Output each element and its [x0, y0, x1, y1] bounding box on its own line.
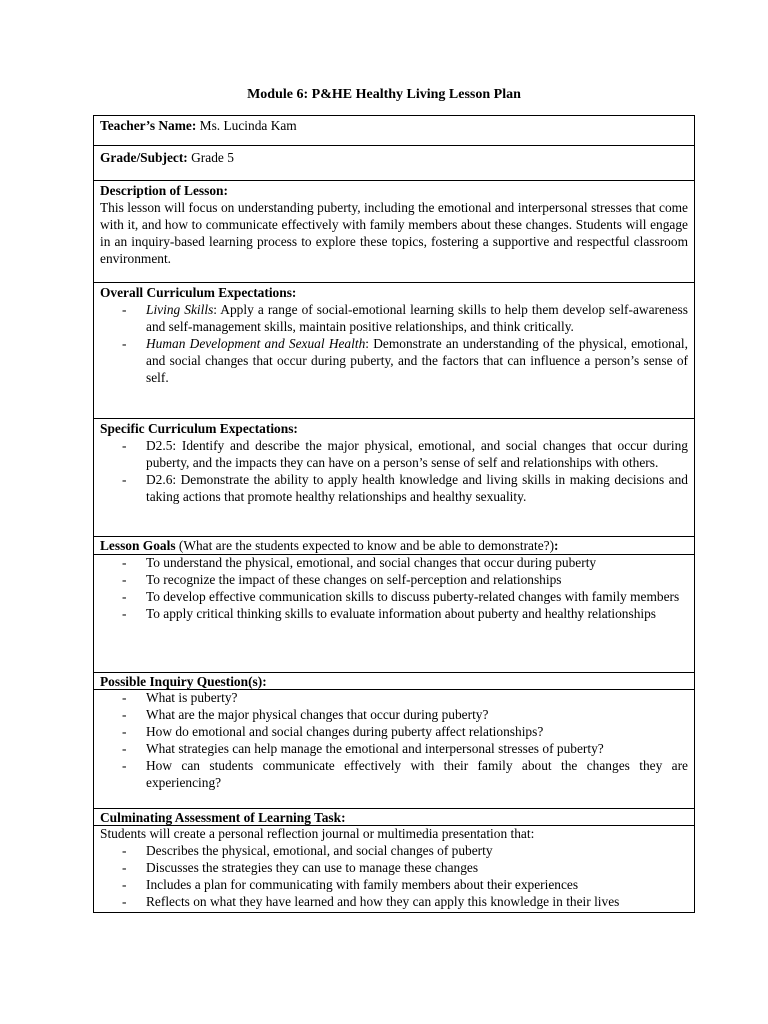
list-item: - Describes the physical, emotional, and social changes of puberty: [100, 843, 688, 860]
description-text: This lesson will focus on understanding puberty, including the emotional and interpersonal stresses that come with it, and how to communicate effectively with family members about these changes. Students will engage in an inquiry-based learning process to explore these topics, fostering a supportive and respectful classroom environment.: [100, 199, 688, 266]
assessment-list: [100, 843, 688, 911]
list-item: - D2.6: Demonstrate the ability to apply health knowledge and living skills in making decisions and taking actions that promote healthy relationships and healthy sexuality.: [100, 472, 688, 506]
assessment-heading-row: [94, 808, 694, 825]
overall-row: [94, 282, 694, 418]
overall-text: : Demonstrate an understanding of the physical, emotional, and social changes that occur during puberty, and the factors that can influence a person’s sense of self.: [146, 335, 688, 385]
goals-list: [100, 555, 688, 623]
assessment-row: [94, 825, 694, 912]
teacher-label: Teacher’s Name:: [100, 118, 197, 133]
overall-heading: Overall Curriculum Expectations:: [100, 285, 297, 300]
specific-row: [94, 418, 694, 536]
inquiry-row: [94, 689, 694, 808]
grade-row: [94, 145, 694, 180]
list-item: - What strategies can help manage the emotional and interpersonal stresses of puberty?: [100, 741, 688, 758]
inquiry-list: [100, 690, 688, 791]
goals-colon: :: [554, 538, 559, 553]
page-title: Module 6: P&HE Healthy Living Lesson Plan: [247, 87, 521, 102]
overall-list: [100, 302, 688, 387]
assessment-intro: Students will create a personal reflection journal or multimedia presentation that:: [100, 826, 535, 841]
goals-heading: Lesson Goals: [100, 538, 176, 553]
specific-list: [100, 438, 688, 506]
list-item: - Reflects on what they have learned and how they can apply this knowledge in their lives: [100, 894, 688, 911]
goals-heading-row: [94, 536, 694, 554]
goals-row: [94, 554, 694, 672]
list-item: - To recognize the impact of these changes on self-perception and relationships: [100, 572, 688, 589]
list-item: - What is puberty?: [100, 690, 688, 707]
list-item: [100, 302, 688, 336]
list-item: - How do emotional and social changes during puberty affect relationships?: [100, 724, 688, 741]
teacher-value: Ms. Lucinda Kam: [196, 118, 297, 133]
overall-term: Living Skills: [146, 301, 214, 317]
lesson-plan-table: [93, 115, 695, 913]
description-row: [94, 180, 694, 282]
overall-term: Human Development and Sexual Health: [146, 335, 366, 351]
inquiry-heading: Possible Inquiry Question(s):: [100, 674, 267, 689]
list-item: - To develop effective communication skills to discuss puberty-related changes with family members: [100, 589, 688, 606]
goals-subheading: (What are the students expected to know and be able to demonstrate?): [175, 538, 555, 553]
list-item: - Discusses the strategies they can use to manage these changes: [100, 860, 688, 877]
list-item: - Includes a plan for communicating with family members about their experiences: [100, 877, 688, 894]
list-item: - What are the major physical changes that occur during puberty?: [100, 707, 688, 724]
specific-heading: Specific Curriculum Expectations:: [100, 421, 298, 436]
list-item: - How can students communicate effectively with their family about the changes they are experiencing?: [100, 758, 688, 792]
grade-value: Grade 5: [187, 150, 234, 165]
inquiry-heading-row: [94, 672, 694, 689]
description-heading: Description of Lesson:: [100, 183, 228, 198]
list-item: [100, 336, 688, 387]
assessment-heading: Culminating Assessment of Learning Task:: [100, 810, 346, 825]
teacher-row: [94, 116, 694, 145]
list-item: - To apply critical thinking skills to evaluate information about puberty and healthy relationships: [100, 606, 688, 623]
list-item: - D2.5: Identify and describe the major physical, emotional, and social changes that occur during puberty, and the impacts they can have on a person’s sense of self and relationships with others.: [100, 438, 688, 472]
list-item: - To understand the physical, emotional, and social changes that occur during puberty: [100, 555, 688, 572]
grade-label: Grade/Subject:: [100, 150, 188, 165]
overall-text: : Apply a range of social-emotional learning skills to help them develop self-awareness and self-management skills, maintain positive relationships, and think critically.: [146, 301, 688, 334]
